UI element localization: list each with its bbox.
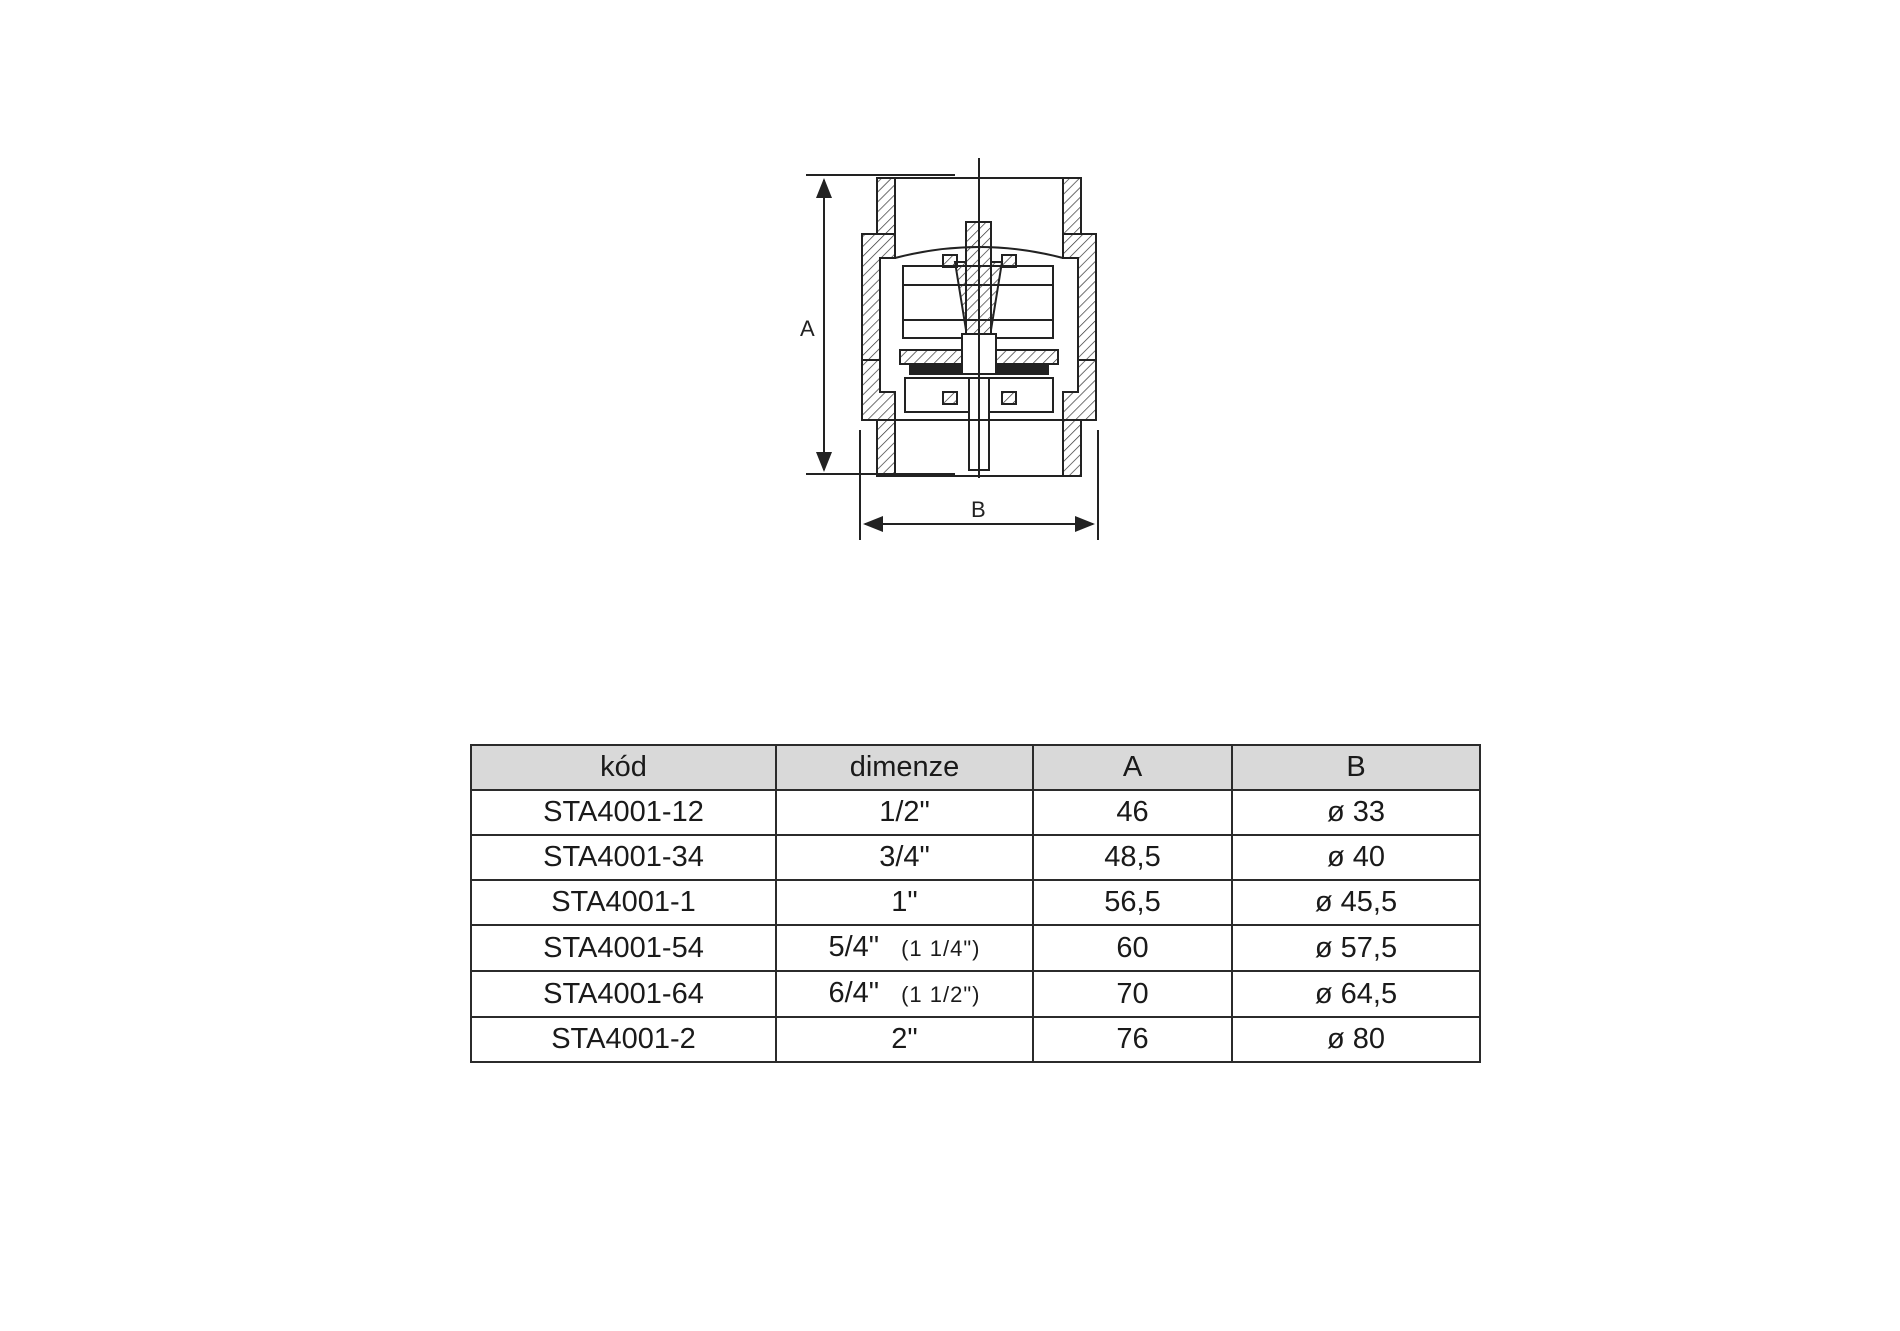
cell-size-main: 5/4"	[828, 931, 880, 963]
cell-code: STA4001-2	[471, 1017, 776, 1062]
cell-code: STA4001-12	[471, 790, 776, 835]
cell-size-alt: (1 1/2")	[901, 982, 981, 1007]
cell-b: ø 64,5	[1232, 971, 1480, 1017]
cell-size-main: 1"	[891, 886, 918, 918]
header-a: A	[1033, 745, 1232, 790]
cell-a: 76	[1033, 1017, 1232, 1062]
cell-size-alt: (1 1/4")	[901, 936, 981, 961]
header-size: dimenze	[776, 745, 1033, 790]
cell-size	[776, 790, 1033, 835]
cell-a: 48,5	[1033, 835, 1232, 880]
cell-b: ø 57,5	[1232, 925, 1480, 971]
table-row	[471, 835, 1480, 880]
cell-code: STA4001-1	[471, 880, 776, 925]
cell-code: STA4001-54	[471, 925, 776, 971]
cell-size-main: 6/4"	[828, 977, 880, 1009]
cell-b: ø 40	[1232, 835, 1480, 880]
cell-code: STA4001-64	[471, 971, 776, 1017]
table-row	[471, 1017, 1480, 1062]
cell-b: ø 33	[1232, 790, 1480, 835]
table-row	[471, 971, 1480, 1017]
cell-size-main: 2"	[891, 1023, 918, 1055]
table-row	[471, 880, 1480, 925]
check-valve-drawing	[776, 150, 1131, 550]
cell-size	[776, 880, 1033, 925]
cell-size-main: 3/4"	[879, 841, 930, 873]
header-code: kód	[471, 745, 776, 790]
table-row	[471, 925, 1480, 971]
cell-b: ø 45,5	[1232, 880, 1480, 925]
cell-a: 46	[1033, 790, 1232, 835]
table-row	[471, 790, 1480, 835]
cell-size	[776, 1017, 1033, 1062]
cell-size	[776, 971, 1033, 1017]
cell-code: STA4001-34	[471, 835, 776, 880]
dimension-a-label: A	[800, 316, 815, 341]
cell-size	[776, 835, 1033, 880]
cell-size	[776, 925, 1033, 971]
cell-a: 56,5	[1033, 880, 1232, 925]
cell-a: 60	[1033, 925, 1232, 971]
dimension-b-label: B	[971, 497, 986, 522]
dimension-table	[470, 744, 1481, 1063]
cell-size-main: 1/2"	[879, 796, 930, 828]
table-header-row	[471, 745, 1480, 790]
cell-a: 70	[1033, 971, 1232, 1017]
cell-b: ø 80	[1232, 1017, 1480, 1062]
header-b: B	[1232, 745, 1480, 790]
